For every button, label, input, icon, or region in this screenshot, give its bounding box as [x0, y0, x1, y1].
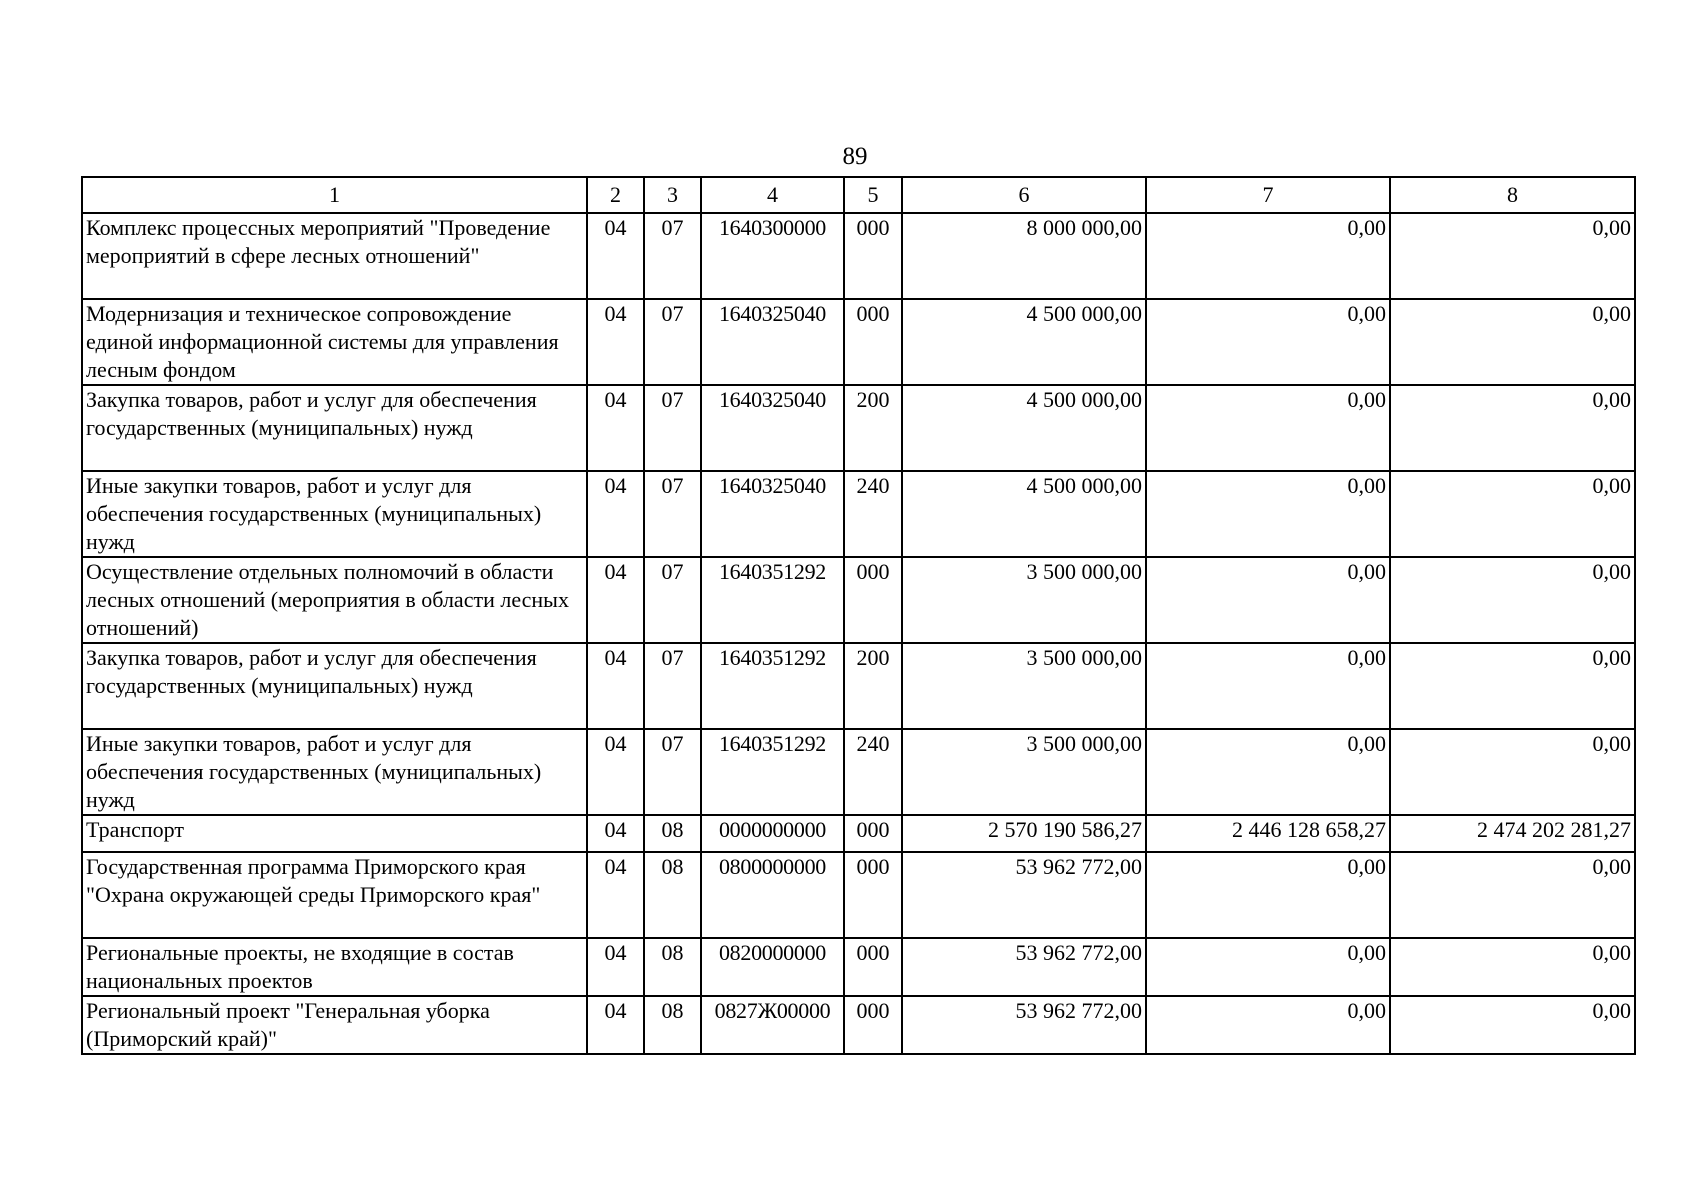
amount-col8-cell: 0,00 [1390, 852, 1635, 938]
subsection-code-cell: 07 [644, 729, 701, 815]
amount-col7-cell: 0,00 [1146, 557, 1390, 643]
table-row [82, 938, 1635, 996]
section-code-cell: 04 [587, 213, 644, 299]
amount-col8-cell: 0,00 [1390, 557, 1635, 643]
row-name-cell: Закупка товаров, работ и услуг для обеспечения государственных (муниципальных) нужд [82, 643, 587, 729]
amount-col8-cell: 0,00 [1390, 643, 1635, 729]
amount-col8-cell: 0,00 [1390, 385, 1635, 471]
column-header-3: 3 [644, 177, 701, 213]
target-article-cell: 1640351292 [701, 643, 844, 729]
amount-col6-cell: 4 500 000,00 [902, 299, 1146, 385]
row-name-cell: Региональный проект "Генеральная уборка (Приморский край)" [82, 996, 587, 1054]
page-number: 89 [842, 143, 868, 170]
amount-col7-cell: 0,00 [1146, 213, 1390, 299]
expense-type-cell: 000 [844, 213, 902, 299]
subsection-code-cell: 08 [644, 996, 701, 1054]
table-header-row [82, 177, 1635, 213]
row-name-cell: Транспорт [82, 815, 587, 852]
table-row [82, 471, 1635, 557]
target-article-cell: 0827Ж00000 [701, 996, 844, 1054]
target-article-cell: 1640325040 [701, 471, 844, 557]
amount-col7-cell: 0,00 [1146, 996, 1390, 1054]
row-name-cell: Модернизация и техническое сопровождение единой информационной системы для управления лесным фондом [82, 299, 587, 385]
amount-col7-cell: 0,00 [1146, 852, 1390, 938]
section-code-cell: 04 [587, 938, 644, 996]
amount-col6-cell: 53 962 772,00 [902, 938, 1146, 996]
target-article-cell: 0800000000 [701, 852, 844, 938]
table-row [82, 643, 1635, 729]
section-code-cell: 04 [587, 729, 644, 815]
expense-type-cell: 000 [844, 815, 902, 852]
subsection-code-cell: 07 [644, 385, 701, 471]
target-article-cell: 1640351292 [701, 729, 844, 815]
subsection-code-cell: 08 [644, 852, 701, 938]
expense-type-cell: 240 [844, 471, 902, 557]
row-name-cell: Государственная программа Приморского края "Охрана окружающей среды Приморского края" [82, 852, 587, 938]
amount-col7-cell: 0,00 [1146, 729, 1390, 815]
amount-col8-cell: 0,00 [1390, 213, 1635, 299]
expense-type-cell: 000 [844, 852, 902, 938]
amount-col8-cell: 2 474 202 281,27 [1390, 815, 1635, 852]
row-name-cell: Закупка товаров, работ и услуг для обеспечения государственных (муниципальных) нужд [82, 385, 587, 471]
column-header-5: 5 [844, 177, 902, 213]
table-row [82, 557, 1635, 643]
expense-type-cell: 000 [844, 557, 902, 643]
row-name-cell: Иные закупки товаров, работ и услуг для обеспечения государственных (муниципальных) нужд [82, 729, 587, 815]
expense-type-cell: 000 [844, 996, 902, 1054]
amount-col6-cell: 3 500 000,00 [902, 557, 1146, 643]
amount-col6-cell: 3 500 000,00 [902, 729, 1146, 815]
expense-type-cell: 200 [844, 643, 902, 729]
amount-col8-cell: 0,00 [1390, 471, 1635, 557]
subsection-code-cell: 07 [644, 299, 701, 385]
amount-col8-cell: 0,00 [1390, 996, 1635, 1054]
amount-col6-cell: 4 500 000,00 [902, 471, 1146, 557]
subsection-code-cell: 08 [644, 815, 701, 852]
amount-col8-cell: 0,00 [1390, 729, 1635, 815]
amount-col6-cell: 4 500 000,00 [902, 385, 1146, 471]
row-name-cell: Иные закупки товаров, работ и услуг для обеспечения государственных (муниципальных) нужд [82, 471, 587, 557]
amount-col6-cell: 8 000 000,00 [902, 213, 1146, 299]
target-article-cell: 1640300000 [701, 213, 844, 299]
amount-col6-cell: 2 570 190 586,27 [902, 815, 1146, 852]
expense-type-cell: 200 [844, 385, 902, 471]
section-code-cell: 04 [587, 299, 644, 385]
column-header-4: 4 [701, 177, 844, 213]
target-article-cell: 0000000000 [701, 815, 844, 852]
subsection-code-cell: 08 [644, 938, 701, 996]
amount-col8-cell: 0,00 [1390, 938, 1635, 996]
column-header-1: 1 [82, 177, 587, 213]
table-row [82, 299, 1635, 385]
section-code-cell: 04 [587, 471, 644, 557]
section-code-cell: 04 [587, 996, 644, 1054]
expense-type-cell: 240 [844, 729, 902, 815]
amount-col6-cell: 53 962 772,00 [902, 852, 1146, 938]
amount-col7-cell: 0,00 [1146, 938, 1390, 996]
subsection-code-cell: 07 [644, 643, 701, 729]
table-row [82, 996, 1635, 1054]
amount-col7-cell: 2 446 128 658,27 [1146, 815, 1390, 852]
subsection-code-cell: 07 [644, 471, 701, 557]
amount-col7-cell: 0,00 [1146, 471, 1390, 557]
column-header-8: 8 [1390, 177, 1635, 213]
row-name-cell: Комплекс процессных мероприятий "Проведение мероприятий в сфере лесных отношений" [82, 213, 587, 299]
table-row [82, 213, 1635, 299]
table-row [82, 815, 1635, 852]
expense-type-cell: 000 [844, 938, 902, 996]
section-code-cell: 04 [587, 852, 644, 938]
amount-col6-cell: 53 962 772,00 [902, 996, 1146, 1054]
target-article-cell: 1640351292 [701, 557, 844, 643]
row-name-cell: Региональные проекты, не входящие в состав национальных проектов [82, 938, 587, 996]
budget-table [81, 176, 1636, 1055]
amount-col8-cell: 0,00 [1390, 299, 1635, 385]
table-row [82, 385, 1635, 471]
row-name-cell: Осуществление отдельных полномочий в области лесных отношений (мероприятия в области лесных отношений) [82, 557, 587, 643]
amount-col7-cell: 0,00 [1146, 643, 1390, 729]
expense-type-cell: 000 [844, 299, 902, 385]
section-code-cell: 04 [587, 815, 644, 852]
table-row [82, 852, 1635, 938]
amount-col7-cell: 0,00 [1146, 385, 1390, 471]
amount-col6-cell: 3 500 000,00 [902, 643, 1146, 729]
amount-col7-cell: 0,00 [1146, 299, 1390, 385]
column-header-2: 2 [587, 177, 644, 213]
table-row [82, 729, 1635, 815]
section-code-cell: 04 [587, 385, 644, 471]
section-code-cell: 04 [587, 643, 644, 729]
column-header-7: 7 [1146, 177, 1390, 213]
target-article-cell: 1640325040 [701, 385, 844, 471]
target-article-cell: 0820000000 [701, 938, 844, 996]
section-code-cell: 04 [587, 557, 644, 643]
column-header-6: 6 [902, 177, 1146, 213]
subsection-code-cell: 07 [644, 213, 701, 299]
subsection-code-cell: 07 [644, 557, 701, 643]
target-article-cell: 1640325040 [701, 299, 844, 385]
